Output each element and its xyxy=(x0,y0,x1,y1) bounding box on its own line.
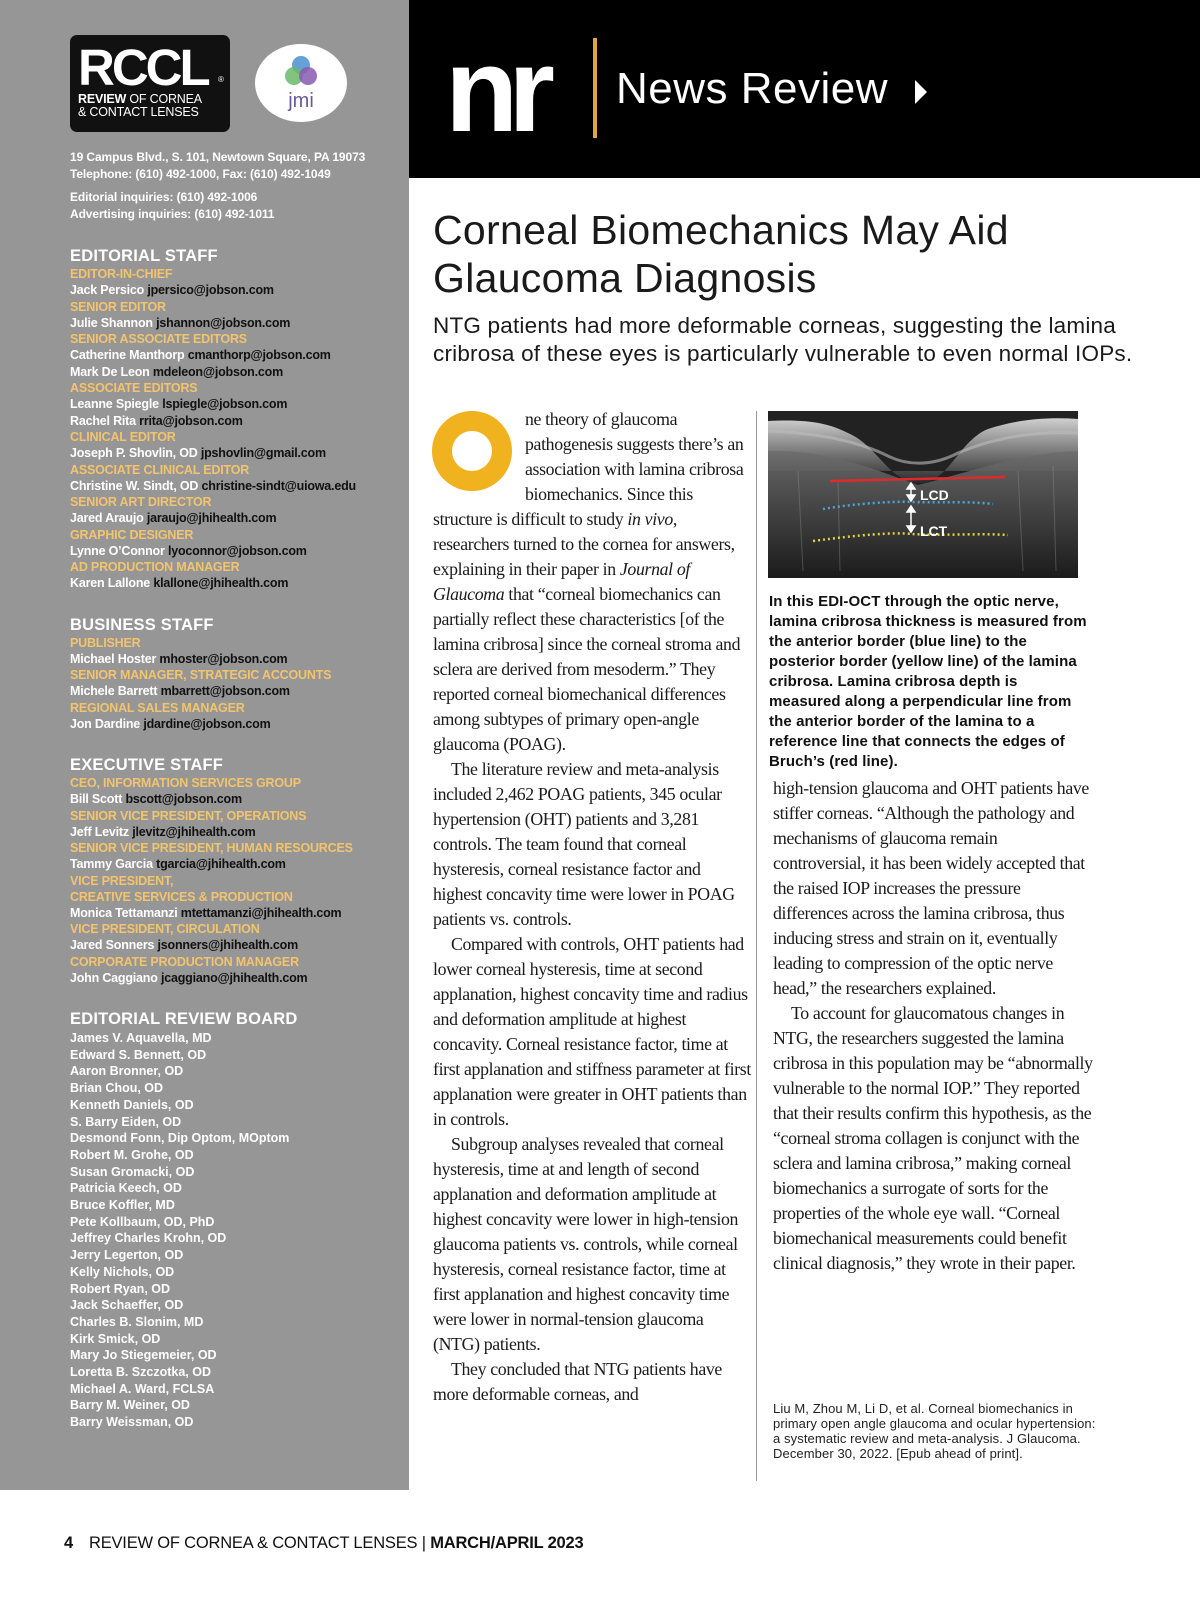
issue-date: MARCH/APRIL 2023 xyxy=(430,1534,584,1552)
staff-member xyxy=(70,543,409,560)
staff-member xyxy=(70,651,409,668)
reference-citation: Liu M, Zhou M, Li D, et al. Corneal biomechanics in primary open angle glaucoma and ocular hypertension: a systematic review and meta-analysis. J Glaucoma. December 30, 2022. [Epub ahead of print]. xyxy=(773,1401,1096,1461)
lct-label: LCT xyxy=(920,523,948,539)
staff-member-name: Karen Lallone xyxy=(70,576,151,590)
staff-role-title: SENIOR ART DIRECTOR xyxy=(70,495,212,509)
staff-role-title: PUBLISHER xyxy=(70,635,141,650)
article-paragraph: ne theory of glaucoma pathogenesis suggests there’s an association with lamina cribrosa biomechanics. Since this structure is difficult to study in vivo, researchers turned to the cornea for answers, explaining in their paper in Journal of Glaucoma that “corneal biomechanics can partially reflect these characteristics [of the lamina cribrosa] since the corneal stroma and sclera are derived from mesoderm.” They reported corneal biomechanical differences among subtypes of primary open-angle glaucoma (POAG). xyxy=(433,409,744,754)
article-paragraph: Subgroup analyses revealed that corneal hysteresis, time at and length of second applanation and deformation amplitude at highest concavity were lower in high-tension glaucoma patients vs. controls, while corneal hysteresis, corneal resistance factor, time at first applanation and highest concavity time were lower in normal-tension glaucoma (NTG) patients. xyxy=(433,1134,739,1354)
staff-member-email[interactable]: rrita@jobson.com xyxy=(139,413,243,428)
staff-member-email[interactable]: lspiegle@jobson.com xyxy=(162,397,288,411)
staff-member-name: Michael Hoster xyxy=(70,651,157,666)
article-deck: NTG patients had more deformable corneas, suggesting the lamina cribrosa of these eyes is particularly vulnerable to even normal IOPs. xyxy=(433,313,1133,366)
staff-role-title: VICE PRESIDENT, CIRCULATION xyxy=(70,922,260,936)
staff-sections xyxy=(70,246,409,1431)
staff-member-email[interactable]: jaraujo@jhihealth.com xyxy=(146,511,277,525)
article-paragraph: To account for glaucomatous changes in NTG, the researchers suggested the lamina cribrosa in this population may be “abnormally vulnerable to the normal IOP.” They reported that their results confirm this hypothesis, as the “corneal stroma collagen is conjunct with the sclera and lamina cribrosa,” making corneal biomechanics a surrogate of sorts for the properties of the whole eye wall. “Corneal biomechanical measurements could benefit clinical diagnosis,” they wrote in their paper. xyxy=(773,1003,1093,1273)
staff-member-email[interactable]: jcaggiano@jhihealth.com xyxy=(160,970,308,985)
masthead-sidebar xyxy=(0,0,409,1490)
board-member: Pete Kollbaum, OD, PhD xyxy=(70,1214,215,1229)
staff-member-name: Joseph P. Shovlin, OD xyxy=(70,446,198,460)
staff-member xyxy=(70,315,409,332)
board-member: Jack Schaeffer, OD xyxy=(70,1298,184,1313)
staff-member-name: Christine W. Sindt, OD xyxy=(70,478,199,493)
board-member: Jerry Legerton, OD xyxy=(70,1248,184,1263)
staff-role-title: CREATIVE SERVICES & PRODUCTION xyxy=(70,889,293,904)
board-member: Edward S. Bennett, OD xyxy=(70,1047,207,1062)
rccl-logo-subline-1: REVIEW OF CORNEA xyxy=(78,91,202,106)
board-member: Bruce Koffler, MD xyxy=(70,1198,175,1213)
staff-role-title: CORPORATE PRODUCTION MANAGER xyxy=(70,954,299,969)
staff-role-title: CEO, INFORMATION SERVICES GROUP xyxy=(70,776,301,790)
business-staff-section xyxy=(70,615,409,733)
staff-member-name: Jeff Levitz xyxy=(70,824,129,839)
staff-member xyxy=(70,510,409,527)
staff-member-name: Leanne Spiegle xyxy=(70,397,159,411)
article-column-2 xyxy=(773,776,1093,1276)
staff-member-name: Jon Dardine xyxy=(70,716,141,731)
board-member: Kenneth Daniels, OD xyxy=(70,1097,194,1112)
rccl-logo xyxy=(70,35,230,132)
business-staff-heading: BUSINESS STAFF xyxy=(70,615,214,634)
jmi-logo xyxy=(255,44,347,122)
article-paragraph: The literature review and meta-analysis included 2,462 POAG patients, 345 ocular hypertension (OHT) patients and 3,281 controls. The team found that corneal hysteresis, corneal resistance factor and highest concavity time were lower in POAG patients vs. controls. xyxy=(433,759,735,929)
logo-row xyxy=(70,34,409,132)
board-member: Desmond Fonn, Dip Optom, MOptom xyxy=(70,1131,290,1146)
board-member: Loretta B. Szczotka, OD xyxy=(70,1365,211,1380)
staff-member-name: Rachel Rita xyxy=(70,413,136,428)
staff-member-email[interactable]: bscott@jobson.com xyxy=(125,792,242,806)
oct-scan-image xyxy=(768,411,1078,578)
board-member: Robert Ryan, OD xyxy=(70,1281,171,1296)
staff-member xyxy=(70,856,409,873)
column-rule xyxy=(756,411,757,1481)
executive-staff-heading: EXECUTIVE STAFF xyxy=(70,756,224,774)
article-paragraph: Compared with controls, OHT patients had lower corneal hysteresis, time at second applanation, highest concavity time and radius and deformation amplitude at highest concavity. Corneal resistance factor, time at first applanation and stiffness parameter at first applanation were greater in OHT patients than in controls. xyxy=(433,934,751,1129)
staff-member-email[interactable]: tgarcia@jhihealth.com xyxy=(156,857,286,871)
staff-member xyxy=(70,364,409,381)
staff-member xyxy=(70,396,409,413)
section-title: News Review xyxy=(616,64,889,113)
board-member: Robert M. Grohe, OD xyxy=(70,1147,194,1162)
staff-member-name: Julie Shannon xyxy=(70,315,153,330)
staff-member-email[interactable]: jlevitz@jhihealth.com xyxy=(132,824,256,839)
drop-cap-o-icon xyxy=(432,411,512,491)
staff-member xyxy=(70,937,409,954)
staff-member-email[interactable]: cmanthorp@jobson.com xyxy=(187,348,331,362)
banner-divider xyxy=(593,38,597,138)
staff-role-title: VICE PRESIDENT, xyxy=(70,873,174,888)
staff-role-title: GRAPHIC DESIGNER xyxy=(70,527,194,542)
editorial-inquiries: Editorial inquiries: (610) 492-1006 xyxy=(70,190,258,204)
board-member: Patricia Keech, OD xyxy=(70,1181,182,1196)
play-arrow-icon xyxy=(915,80,927,104)
registered-mark: ® xyxy=(218,74,224,84)
staff-member xyxy=(70,413,409,430)
staff-member-name: Jack Persico xyxy=(70,283,145,297)
staff-role-title: SENIOR MANAGER, STRATEGIC ACCOUNTS xyxy=(70,668,332,682)
jmi-circles-icon xyxy=(283,54,319,90)
staff-member xyxy=(70,970,409,987)
article-paragraph: They concluded that NTG patients have more deformable corneas, and xyxy=(433,1359,722,1404)
staff-member xyxy=(70,347,409,364)
staff-member xyxy=(70,575,409,592)
editorial-staff-section xyxy=(70,246,409,592)
oct-scan-figure xyxy=(768,411,1078,578)
inquiries-block xyxy=(70,189,409,223)
staff-member-email[interactable]: mhoster@jobson.com xyxy=(159,651,288,666)
staff-member-email[interactable]: mdeleon@jobson.com xyxy=(152,364,283,379)
nr-logo: nr xyxy=(445,23,545,157)
staff-member-email[interactable]: jpshovlin@gmail.com xyxy=(200,446,326,460)
jmi-logo-text: jmi xyxy=(288,90,314,112)
board-member: Susan Gromacki, OD xyxy=(70,1164,195,1179)
board-member: James V. Aquavella, MD xyxy=(70,1031,212,1045)
staff-role-title: CLINICAL EDITOR xyxy=(70,430,176,444)
staff-member xyxy=(70,683,409,700)
staff-member xyxy=(70,905,409,922)
staff-member-name: Mark De Leon xyxy=(70,364,150,379)
editorial-staff-heading: EDITORIAL STAFF xyxy=(70,247,218,265)
rccl-logo-subline-2: & CONTACT LENSES xyxy=(78,104,199,119)
staff-role-title: SENIOR EDITOR xyxy=(70,299,166,314)
staff-member-email[interactable]: lyoconnor@jobson.com xyxy=(167,543,307,558)
staff-member-name: Michele Barrett xyxy=(70,684,158,698)
staff-member-email[interactable]: klallone@jhihealth.com xyxy=(153,576,289,590)
board-member-list xyxy=(70,1030,409,1431)
publication-name: REVIEW OF CORNEA & CONTACT LENSES xyxy=(88,1534,418,1552)
article-column-1 xyxy=(433,407,753,1407)
staff-member-name: Jared Sonners xyxy=(70,938,155,952)
staff-member xyxy=(70,445,409,462)
staff-role-title: SENIOR ASSOCIATE EDITORS xyxy=(70,332,247,346)
staff-member xyxy=(70,824,409,841)
staff-member-name: Bill Scott xyxy=(70,792,123,806)
advertising-inquiries: Advertising inquiries: (610) 492-1011 xyxy=(70,207,275,221)
staff-role-title: SENIOR VICE PRESIDENT, HUMAN RESOURCES xyxy=(70,841,353,855)
executive-staff-section xyxy=(70,755,409,986)
board-member: Michael A. Ward, FCLSA xyxy=(70,1381,215,1396)
address-block xyxy=(70,149,409,183)
editorial-review-board-heading: EDITORIAL REVIEW BOARD xyxy=(70,1010,298,1028)
board-member: Charles B. Slonim, MD xyxy=(70,1314,204,1329)
staff-role-title: SENIOR VICE PRESIDENT, OPERATIONS xyxy=(70,808,307,823)
section-banner xyxy=(409,0,1200,178)
staff-member-name: John Caggiano xyxy=(70,970,158,985)
board-member: Barry Weissman, OD xyxy=(70,1415,194,1430)
staff-member-email[interactable]: jpersico@jobson.com xyxy=(147,283,274,297)
staff-member-name: Lynne O’Connor xyxy=(70,543,165,558)
staff-member-email[interactable]: christine-sindt@uiowa.edu xyxy=(201,478,356,493)
staff-role-title: EDITOR-IN-CHIEF xyxy=(70,267,173,281)
board-member: Jeffrey Charles Krohn, OD xyxy=(70,1231,227,1246)
article-paragraph: high-tension glaucoma and OHT patients have stiffer corneas. “Although the pathology and mechanisms of glaucoma remain controversial, it has been widely accepted that the raised IOP increases the pressure differences across the lamina cribrosa, thus inducing stress and strain on it, eventually leading to compression of the optic nerve head,” the researchers explained. xyxy=(773,778,1089,998)
staff-role-title: ASSOCIATE EDITORS xyxy=(70,381,198,395)
board-member: Aaron Bronner, OD xyxy=(70,1064,184,1079)
board-member: Barry M. Weiner, OD xyxy=(70,1398,190,1413)
staff-member xyxy=(70,282,409,299)
lcd-label: LCD xyxy=(920,487,949,503)
rccl-logo-letters: RCCL xyxy=(78,38,208,96)
staff-member-email[interactable]: mtettamanzi@jhihealth.com xyxy=(180,905,342,920)
figure-caption: In this EDI-OCT through the optic nerve, lamina cribrosa thickness is measured from the anterior border (blue line) to the posterior border (yellow line) of the lamina cribrosa. Lamina cribrosa depth is measured along a perpendicular line from the anterior border of the lamina to a reference line that connects the edges of Bruch’s (red line). xyxy=(769,593,1087,770)
board-member: Kirk Smick, OD xyxy=(70,1331,161,1346)
staff-member-email[interactable]: mbarrett@jobson.com xyxy=(160,684,290,698)
staff-member-email[interactable]: jsonners@jhihealth.com xyxy=(157,938,298,952)
article-headline: Corneal Biomechanics May Aid Glaucoma Diagnosis xyxy=(433,207,1009,301)
staff-member xyxy=(70,716,409,733)
staff-member xyxy=(70,791,409,808)
staff-member-email[interactable]: jdardine@jobson.com xyxy=(143,716,271,731)
staff-member-email[interactable]: jshannon@jobson.com xyxy=(156,315,291,330)
staff-role-title: ASSOCIATE CLINICAL EDITOR xyxy=(70,462,250,477)
staff-role-title: REGIONAL SALES MANAGER xyxy=(70,700,245,715)
page-footer xyxy=(64,1534,584,1553)
footer-separator: | xyxy=(417,1534,431,1552)
staff-member xyxy=(70,478,409,495)
staff-member-name: Tammy Garcia xyxy=(70,857,153,871)
editorial-review-board-section xyxy=(70,1009,409,1431)
board-member: Mary Jo Stiegemeier, OD xyxy=(70,1348,217,1363)
staff-member-name: Jared Araujo xyxy=(70,511,144,525)
board-member: Brian Chou, OD xyxy=(70,1081,164,1096)
address-line: 19 Campus Blvd., S. 101, Newtown Square, PA 19073 xyxy=(70,150,366,164)
staff-member-name: Catherine Manthorp xyxy=(70,348,185,362)
page-number: 4 xyxy=(64,1534,73,1552)
staff-role-title: AD PRODUCTION MANAGER xyxy=(70,560,240,574)
board-member: Kelly Nichols, OD xyxy=(70,1264,175,1279)
staff-member-name: Monica Tettamanzi xyxy=(70,905,178,920)
board-member: S. Barry Eiden, OD xyxy=(70,1114,182,1129)
telephone-line: Telephone: (610) 492-1000, Fax: (610) 492-1049 xyxy=(70,167,331,181)
